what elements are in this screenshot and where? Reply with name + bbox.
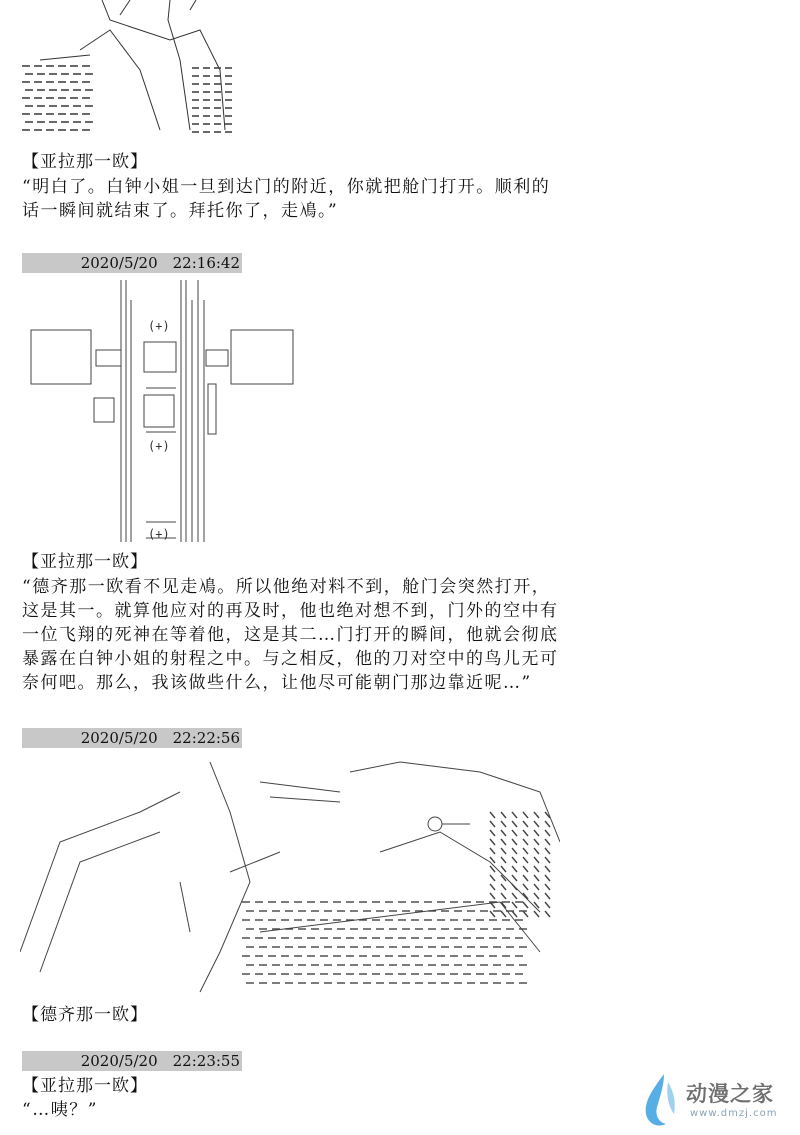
dialogue-text: “德齐那一欧看不见走鳰。所以他绝对料不到，舱门会突然打开， 这是其一。就算他应对的再及时，他也绝对想不到，门外的空中有 一位飞翔的死神在等着他，这是其二…门打开的瞬间，他就会彻底 暴露在白钟小姐的射程之中。与之相反，他的刀对空中的鸟儿无可 奈何吧。那么，我该做些什么，让他尽可能朝门那边靠近呢…” <box>22 577 559 693</box>
timestamp-bar: 2020/5/20 22:23:55 <box>22 1051 242 1071</box>
dialogue-text: “…咦？” <box>22 1100 98 1120</box>
door-mark: (+) <box>148 439 170 453</box>
timestamp-bar: 2020/5/20 22:16:42 <box>22 253 242 273</box>
door-mark: (+) <box>148 319 170 333</box>
droplet-logo-icon <box>638 1072 684 1130</box>
speaker-name: 【亚拉那一欧】 <box>22 552 148 572</box>
ascii-art-figure-top <box>20 0 240 138</box>
watermark-title: 动漫之家 <box>686 1082 774 1106</box>
site-watermark <box>638 1072 798 1132</box>
ascii-art-action-scene <box>20 752 560 997</box>
watermark-url: www.dmzj.com <box>690 1108 778 1119</box>
door-mark: (+) <box>148 527 170 541</box>
dialogue-text: “明白了。白钟小姐一旦到达门的附近，你就把舱门打开。顺利的 话一瞬间就结束了。拜托你了，走鳰。” <box>22 177 551 221</box>
speaker-name: 【德齐那一欧】 <box>22 1005 148 1025</box>
ascii-art-door <box>26 280 306 542</box>
speaker-name: 【亚拉那一欧】 <box>22 1076 148 1096</box>
speaker-name: 【亚拉那一欧】 <box>22 152 148 172</box>
timestamp-bar: 2020/5/20 22:22:56 <box>22 728 242 748</box>
